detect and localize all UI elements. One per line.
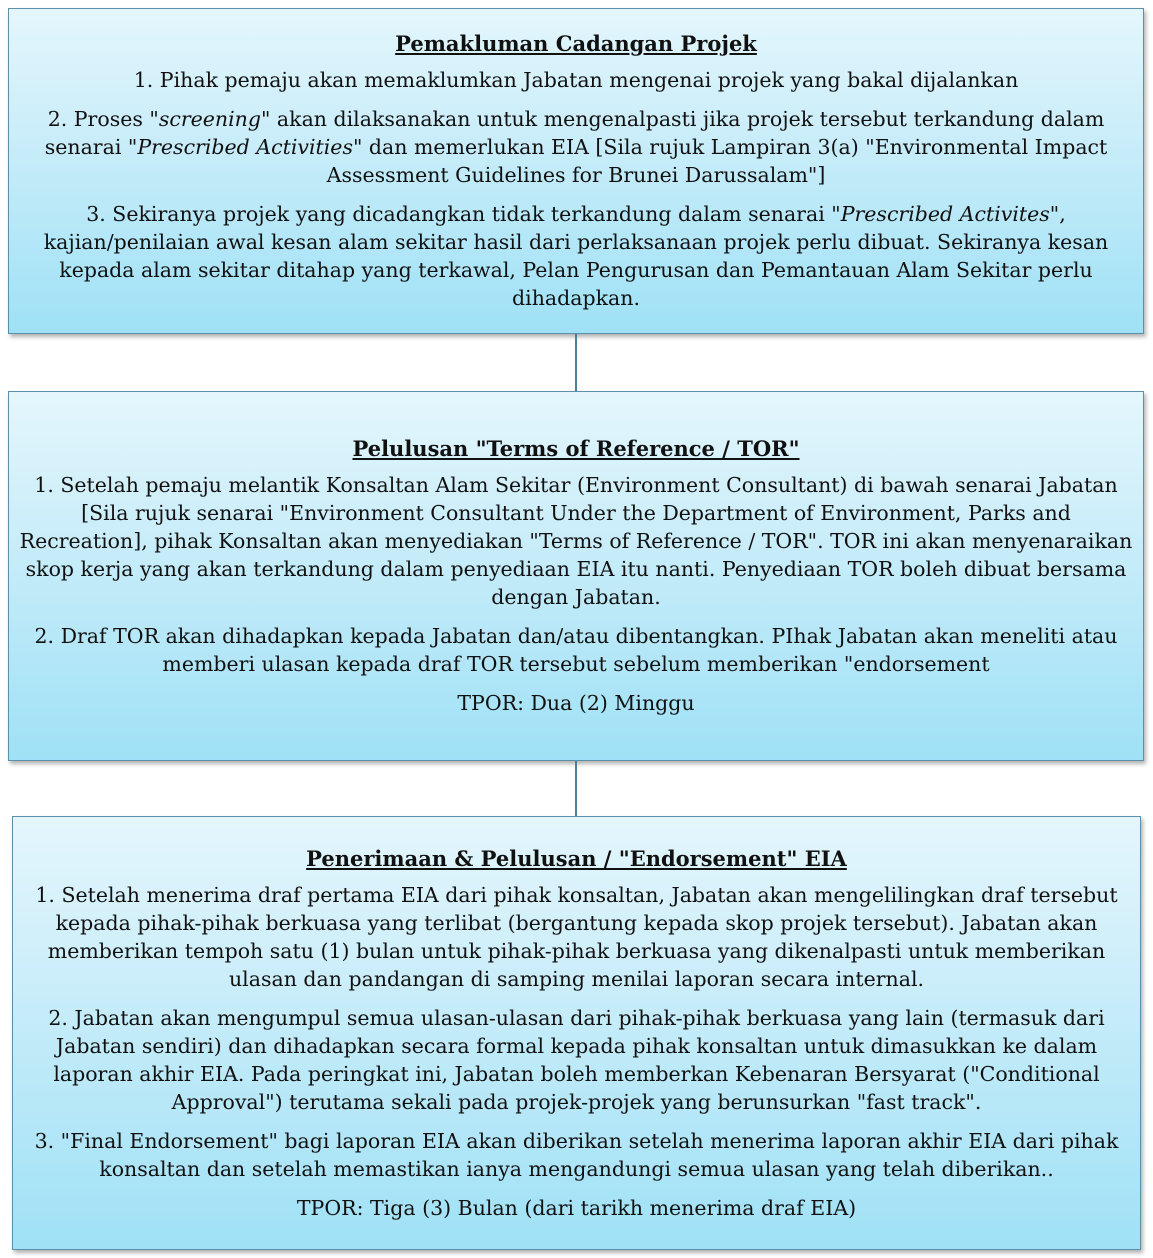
step-box-eia-endorsement: [12, 816, 1141, 1250]
text-span: akan dilaksanakan untuk mengenalpasti jika projek tersebut terkandung dalam senarai: [44, 107, 1105, 159]
italic-term: "Prescribed Activites": [831, 202, 1060, 226]
step-paragraph-3: 3. "Final Endorsement" bagi laporan EIA akan diberikan setelah menerima laporan akhir EIA dari pihak konsaltan dan setelah memastikan ianya mengandungi semua ulasan yang telah diberikan..: [34, 1128, 1119, 1181]
text-span: , kajian/penilaian awal kesan alam sekitar hasil dari perlaksanaan projek perlu dibuat. Sekiranya kesan kepada alam sekitar ditahap yang terkawal, Pelan Pengurusan dan Pemantauan Alam Sekitar perlu dihadapkan.: [43, 202, 1109, 310]
step-paragraph-2: [15, 105, 1137, 189]
text-span: 2. Proses: [47, 107, 150, 131]
tpor-duration: TPOR: Dua (2) Minggu: [457, 691, 695, 715]
text-span: dan memerlukan EIA [Sila rujuk Lampiran 3(a) "Environmental Impact Assessment Guidelines for Brunei Darussalam"]: [326, 135, 1108, 187]
step-box-notification: [8, 8, 1144, 334]
text-span: 3. Sekiranya projek yang dicadangkan tidak terkandung dalam senarai: [86, 202, 832, 226]
step-paragraph-1: 1. Pihak pemaju akan memaklumkan Jabatan mengenai projek yang bakal dijalankan: [133, 68, 1019, 92]
step-paragraph-1: 1. Setelah menerima draf pertama EIA dari pihak konsaltan, Jabatan akan mengelilingkan draf tersebut kepada pihak-pihak berkuasa yang terlibat (bergantung kepada skop projek tersebut). Jabatan akan memberikan tempoh satu (1) bulan untuk pihak-pihak berkuasa yang dikenalpasti untuk memberikan ulasan dan pandangan di samping menilai laporan secara internal.: [35, 882, 1118, 991]
step-title: Penerimaan & Pelulusan / "Endorsement" EIA: [306, 845, 847, 871]
step-paragraph-2: 2. Draf TOR akan dihadapkan kepada Jabatan dan/atau dibentangkan. PIhak Jabatan akan meneliti atau memberi ulasan kepada draf TOR tersebut sebelum memberikan "endorsement: [34, 624, 1118, 676]
step-paragraph-2: 2. Jabatan akan mengumpul semua ulasan-ulasan dari pihak-pihak berkuasa yang lain (termasuk dari Jabatan sendiri) dan dihadapkan secara formal kepada pihak konsaltan untuk dimasukkan ke dalam laporan akhir EIA. Pada peringkat ini, Jabatan boleh memberkan Kebenaran Bersyarat ("Conditional Approval") terutama sekali pada projek-projek yang berunsurkan "fast track".: [48, 1005, 1105, 1114]
tpor-duration: TPOR: Tiga (3) Bulan (dari tarikh menerima draf EIA): [296, 1195, 857, 1220]
step-title: Pemakluman Cadangan Projek: [395, 31, 757, 56]
step-paragraph-3: [15, 200, 1137, 312]
italic-term: "Prescribed Activities": [127, 135, 363, 159]
connector-line: [575, 761, 577, 816]
italic-term: "screening": [149, 107, 271, 131]
step-box-tor-approval: [8, 391, 1144, 761]
step-title: Pelulusan "Terms of Reference / TOR": [352, 436, 800, 461]
connector-line: [575, 334, 577, 391]
step-paragraph-1: 1. Setelah pemaju melantik Konsaltan Alam Sekitar (Environment Consultant) di bawah senarai Jabatan [Sila rujuk senarai "Environment Consultant Under the Department of Environment, Parks and Recreation], pihak Konsaltan akan menyediakan "Terms of Reference / TOR". TOR ini akan menyenaraikan skop kerja yang akan terkandung dalam penyediaan EIA itu nanti. Penyediaan TOR boleh dibuat bersama dengan Jabatan.: [19, 473, 1133, 609]
